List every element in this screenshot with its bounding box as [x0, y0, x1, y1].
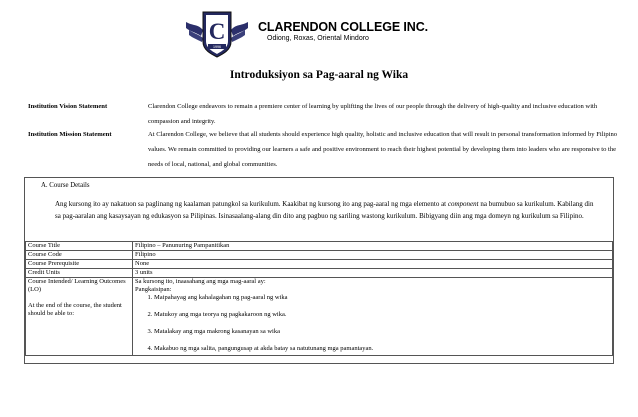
section-heading: A. Course Details	[41, 182, 90, 189]
prerequisite-value: None	[133, 260, 613, 269]
learning-outcomes-intro: Sa kursong ito, inaasahang ang mga mag-aaral ay:	[135, 278, 266, 285]
course-code-value: Filipino	[133, 251, 613, 260]
course-description-italic: component	[447, 200, 479, 208]
mission-text: At Clarendon College, we believe that all students should experience high quality, holistic and inclusive education that will result in personal transformation informed by Filipino values. We remain committed to providing our learners a safe and positive environment to reach their highest potential by developing them into leaders who are responsive to the needs of local, national, and global communities.	[148, 131, 618, 168]
vision-text: Clarendon College endeavors to remain a premiere center of learning by uplifting the lives of our people through the delivery of high-quality and inclusive education with compassion and integrity.	[148, 103, 598, 125]
course-title-label: Course Title	[26, 242, 133, 251]
table-row	[26, 242, 613, 251]
learning-outcomes-value-cell	[133, 278, 613, 356]
list-item: 3. Matalakay ang mga makrong kasanayan sa wika	[154, 328, 610, 336]
course-details-box	[24, 177, 614, 364]
college-seal-logo	[183, 6, 251, 60]
learning-outcomes-label-cell	[26, 278, 133, 356]
course-description	[55, 198, 595, 222]
credit-units-label: Credit Units	[26, 269, 133, 278]
table-row	[26, 251, 613, 260]
table-row	[26, 278, 613, 356]
learning-outcomes-list	[135, 294, 610, 353]
document-title: Introduksiyon sa Pag-aaral ng Wika	[229, 69, 409, 81]
mission-label: Institution Mission Statement	[28, 131, 112, 138]
course-title-value: Filipino – Panunuring Pampanitikan	[133, 242, 613, 251]
list-item: 1. Maipahayag ang kahalagahan ng pag-aaral ng wika	[154, 294, 610, 302]
course-description-part1: Ang kursong ito ay nakatuon sa paglinang ng kaalaman patungkol sa kurikulum. Kaakibat ng kursong ito ang pag-aaral ng mga elemento at	[55, 200, 448, 208]
learning-outcomes-sublabel: At the end of the course, the student should be able to:	[28, 302, 122, 317]
college-name: CLARENDON COLLEGE INC.	[258, 20, 429, 34]
list-item: 2. Matukoy ang mga teorya ng pagkakaroon ng wika.	[154, 311, 610, 319]
learning-outcomes-label: Course Intended/ Learning Outcomes (LO)	[28, 278, 126, 293]
prerequisite-label: Course Prerequisite	[26, 260, 133, 269]
course-code-label: Course Code	[26, 251, 133, 260]
learning-outcomes-subhead: Pangkaisipan:	[135, 286, 172, 293]
vision-label: Institution Vision Statement	[28, 103, 108, 110]
svg-text:C: C	[208, 19, 226, 44]
table-row	[26, 269, 613, 278]
list-item: 4. Makabuo ng mga salita, pangungusap at akda batay sa natutunang mga pamantayan.	[154, 345, 610, 353]
credit-units-value: 3 units	[133, 269, 613, 278]
course-details-table	[25, 241, 613, 356]
course-description-part2: na bumubuo sa kurikulum. Kabilang din sa pag-aaralan ang kasaysayan ng edukasyon sa Pilipinas. Isinasaalang-alang din dito ang pagbuo ng sariling wastong kurikulum. Bibigyang diin ang mga domeyn ng kurikulum sa Filipino.	[55, 200, 594, 220]
college-address: Odiong, Roxas, Oriental Mindoro	[267, 35, 369, 42]
svg-text:1996: 1996	[213, 45, 221, 49]
table-row	[26, 260, 613, 269]
